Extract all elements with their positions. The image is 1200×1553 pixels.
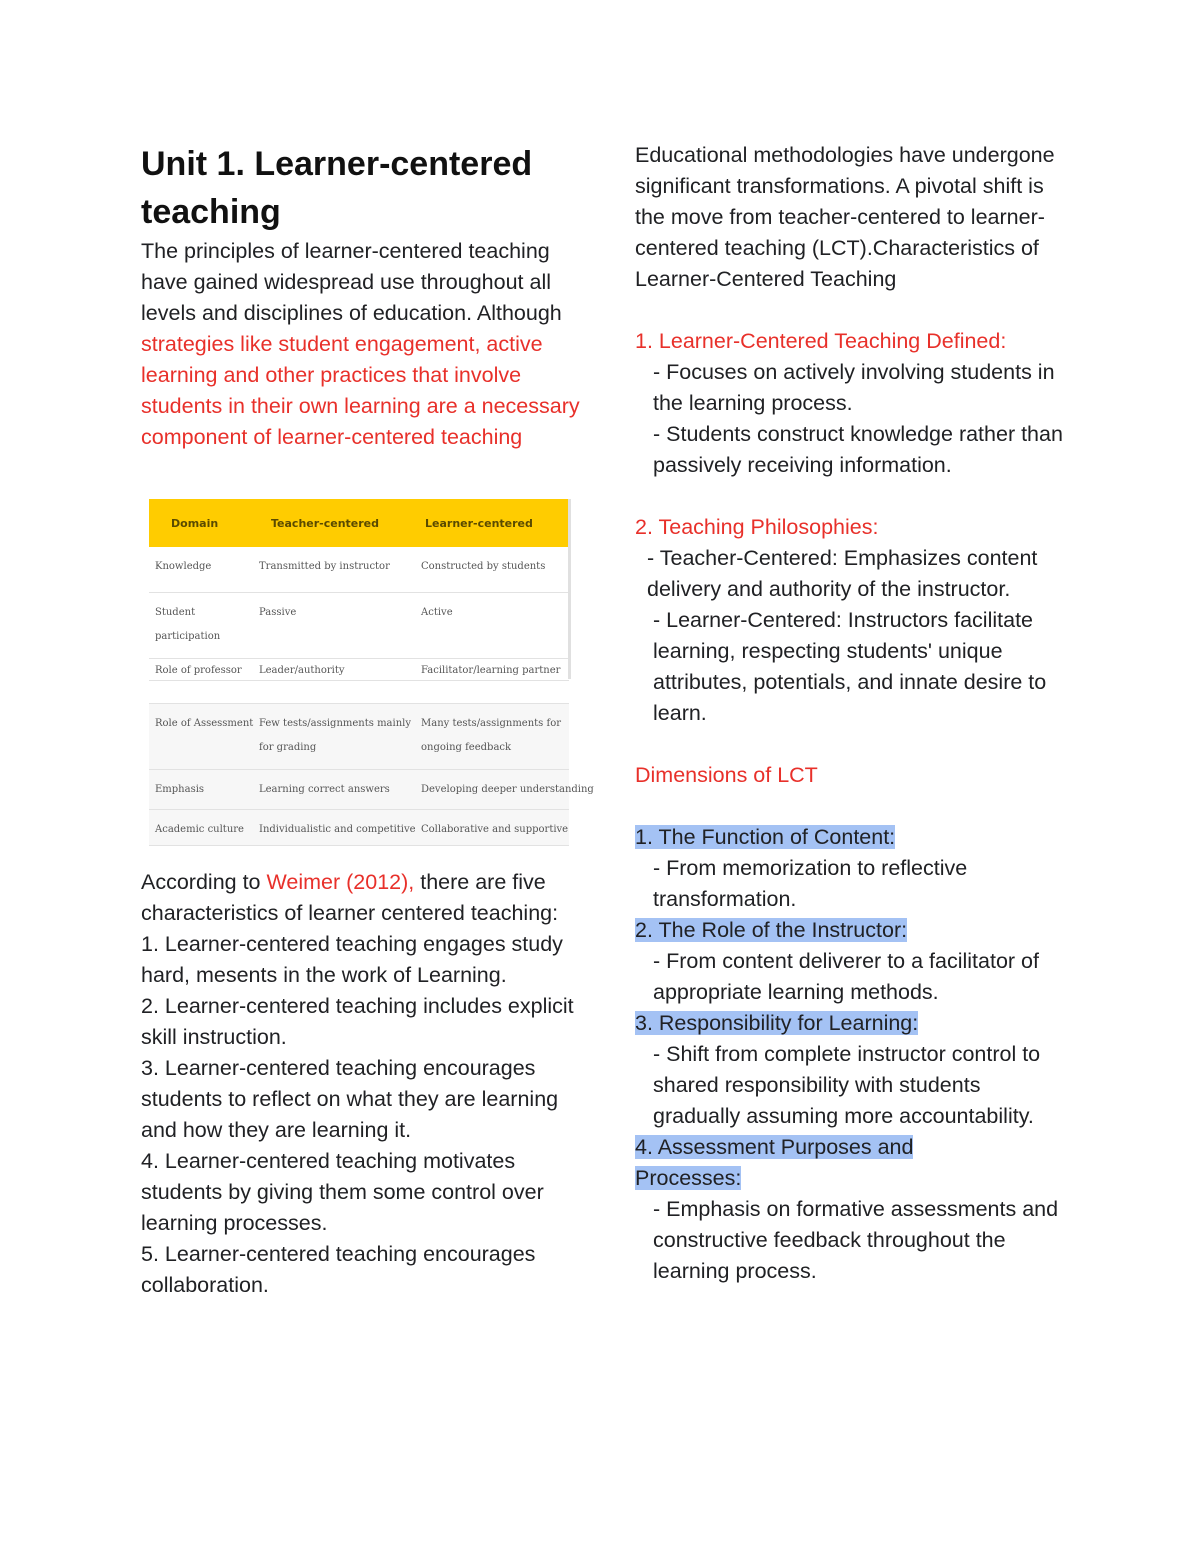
- table-cell: Emphasis: [155, 784, 205, 795]
- table-cell: Constructed by students: [421, 561, 546, 572]
- highlighted-title: 2. The Role of the Instructor:: [635, 918, 908, 942]
- table-cell: Student participation: [155, 607, 221, 642]
- dimension-title: [635, 822, 1065, 853]
- table-row: [149, 547, 569, 593]
- highlighted-title: 4. Assessment Purposes and: [635, 1135, 914, 1159]
- section-heading: 2. Teaching Philosophies:: [635, 515, 879, 539]
- body-text: - Shift from complete instructor control to shared responsibility with students gradually assuming more accountability.: [653, 1042, 1041, 1128]
- table-header: [149, 499, 569, 547]
- table-cell: Academic culture: [155, 824, 244, 835]
- body-text: - Focuses on actively involving students in the learning process.: [653, 360, 1055, 415]
- dimension-title: [635, 1008, 1065, 1039]
- dimensions-heading: Dimensions of LCT: [635, 763, 818, 787]
- intro-highlight-text: strategies like student engagement, active learning and other practices that involve students in their own learning are a necessary component of learner-centered teaching: [141, 332, 580, 449]
- table-cell: Leader/authority: [259, 665, 345, 676]
- body-text: - Emphasis on formative assessments and constructive feedback throughout the learning process.: [653, 1197, 1059, 1283]
- table-cell: Knowledge: [155, 561, 212, 572]
- intro-paragraph: [141, 236, 581, 453]
- highlighted-title: Processes:: [635, 1166, 742, 1190]
- weimer-text-b: there are five characteristics of learner centered teaching:: [141, 870, 559, 925]
- body-text: - Learner-Centered: Instructors facilitate learning, respecting students' unique attributes, potentials, and innate desire to learn.: [653, 608, 1047, 725]
- table-cell: Transmitted by instructor: [259, 561, 390, 572]
- dimension-title: [635, 1132, 1065, 1163]
- section-heading: 1. Learner-Centered Teaching Defined:: [635, 329, 1007, 353]
- weimer-paragraph: [141, 867, 581, 929]
- table-cell: Role of Assessment: [155, 718, 254, 729]
- table-cell: Collaborative and supportive: [421, 824, 569, 835]
- weimer-text-a: According to: [141, 870, 267, 894]
- table-cell: Facilitator/learning partner: [421, 665, 561, 676]
- table-cell: Individualistic and competitive: [259, 824, 416, 835]
- table-header-cell: Learner-centered: [425, 516, 533, 530]
- highlighted-title: 3. Responsibility for Learning:: [635, 1011, 919, 1035]
- table-header-cell: Teacher-centered: [271, 516, 380, 530]
- table-break: [149, 681, 569, 704]
- table-cell: Few tests/assignments mainly for grading: [259, 718, 412, 753]
- table-header-cell: Domain: [171, 516, 219, 530]
- left-column: [141, 140, 594, 1301]
- dimension-title-cont: [635, 1163, 1065, 1194]
- table-scrollbar: [568, 499, 571, 679]
- intro-text: The principles of learner-centered teaching have gained widespread use throughout all levels and disciplines of education. Although: [141, 239, 562, 325]
- table-cell: Developing deeper understanding: [421, 784, 594, 795]
- list-item: 4. Learner-centered teaching motivates students by giving them some control over learning processes.: [141, 1149, 544, 1235]
- highlighted-title: 1. The Function of Content:: [635, 825, 896, 849]
- body-text: - Students construct knowledge rather than passively receiving information.: [653, 422, 1063, 477]
- list-item: 3. Learner-centered teaching encourages students to reflect on what they are learning and how they are learning it.: [141, 1056, 559, 1142]
- list-item: 5. Learner-centered teaching encourages collaboration.: [141, 1242, 536, 1297]
- dimension-title: [635, 915, 1065, 946]
- table-row: [149, 593, 569, 659]
- list-item: 1. Learner-centered teaching engages study hard, mesents in the work of Learning.: [141, 932, 563, 987]
- table-row: [149, 810, 569, 846]
- table-cell: Many tests/assignments for ongoing feedback: [421, 718, 561, 753]
- table-row: [149, 770, 594, 810]
- body-text: - From memorization to reflective transformation.: [653, 856, 968, 911]
- table-cell: Role of professor: [155, 665, 242, 676]
- table-cell: Passive: [259, 607, 297, 618]
- page-title: Unit 1. Learner-centered teaching: [141, 145, 533, 231]
- list-item: 2. Learner-centered teaching includes explicit skill instruction.: [141, 994, 574, 1049]
- right-intro: Educational methodologies have undergone significant transformations. A pivotal shift is the move from teacher-centered to learner-centered teaching (LCT).Characteristics of Learner-Centered Teaching: [635, 143, 1055, 291]
- body-text: - Teacher-Centered: Emphasizes content delivery and authority of the instructor.: [647, 546, 1038, 601]
- table-cell: Learning correct answers: [259, 784, 390, 795]
- body-text: - From content deliverer to a facilitator of appropriate learning methods.: [653, 949, 1039, 1004]
- weimer-citation: Weimer (2012),: [266, 870, 415, 894]
- table-row: [149, 659, 569, 681]
- comparison-table-image: [149, 499, 594, 849]
- right-column: [635, 140, 1065, 1287]
- table-row: [149, 704, 569, 770]
- table-cell: Active: [421, 607, 453, 618]
